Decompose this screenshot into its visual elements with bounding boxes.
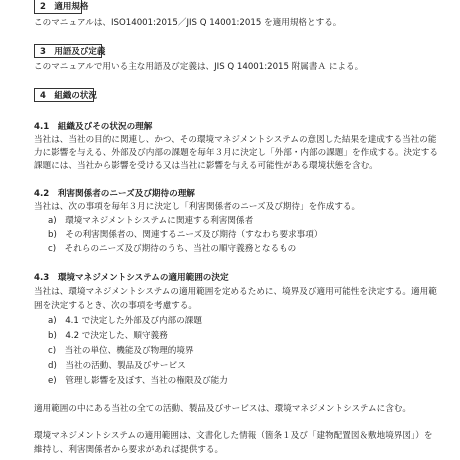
list-item: c) それらのニーズ及び期待のうち、当社の順守義務となるもの xyxy=(48,244,297,254)
list-item: a) 4.1 で決定した外部及び内部の課題 xyxy=(48,316,202,326)
subsection-4-1-line: 当社は、当社の目的に関連し、かつ、その環境マネジメントシステムの意図した結果を達成する当社の能 xyxy=(34,135,437,145)
subsection-4-2-line: 当社は、次の事項を毎年３月に決定し「利害関係者のニーズ及び期待」を作成する。 xyxy=(34,202,361,212)
list-item: d) 当社の活動、製品及びサービス xyxy=(48,361,186,371)
subsection-4-1-line: 課題には、当社から影響を受ける又は当社に影響を与える可能性がある環境状態を含む。 xyxy=(34,161,378,171)
section-3-body: このマニュアルで用いる主な用語及び定義は、JIS Q 14001:2015 附属書Ａ による。 xyxy=(34,62,364,72)
subsection-4-3-line: 囲を決定するとき、次の事項を考慮する。 xyxy=(34,301,197,311)
section-4-heading: 4 組織の状況 xyxy=(34,88,94,102)
subsection-4-3-line: 当社は、環境マネジメントシステムの適用範囲を定めるために、境界及び適用可能性を決定する。適用範 xyxy=(34,287,437,297)
list-item: b) その利害関係者の、関連するニーズ及び期待（すなわち要求事項） xyxy=(48,230,323,240)
list-item: a) 環境マネジメントシステムに関連する利害関係者 xyxy=(48,216,254,226)
list-item: c) 当社の単位、機能及び物理的境界 xyxy=(48,346,194,356)
section-2-body: このマニュアルは、ISO14001:2015／JIS Q 14001:2015 を適用規格とする。 xyxy=(34,18,342,28)
subsection-4-3-scope-line: 環境マネジメントシステムの適用範囲は、文書化した情報（箇条１及び「建物配置図＆敷地境界図」）を xyxy=(34,431,433,441)
subsection-4-2-title: 4.2 利害関係者のニーズ及び期待の理解 xyxy=(34,189,195,199)
list-item: b) 4.2 で決定した、順守義務 xyxy=(48,331,168,341)
subsection-4-1-line: 力に影響を与える、外部及び内部の課題を毎年３月に決定し「外部・内部の課題」を作成する。決定する xyxy=(34,148,438,158)
section-2-heading: 2 適用規格 xyxy=(34,0,82,14)
subsection-4-3-scope-line: 適用範囲の中にある当社の全ての活動、製品及びサービスは、環境マネジメントシステムに含む。 xyxy=(34,404,412,414)
subsection-4-3-scope-line: 維持し、利害関係者から要求があれば提供する。 xyxy=(34,445,224,455)
subsection-4-1-title: 4.1 組織及びその状況の理解 xyxy=(34,122,153,132)
list-item: e) 管理し影響を及ぼす、当社の権限及び能力 xyxy=(48,376,228,386)
subsection-4-3-title: 4.3 環境マネジメントシステムの適用範囲の決定 xyxy=(34,273,229,283)
section-3-heading: 3 用語及び定義 xyxy=(34,44,102,58)
